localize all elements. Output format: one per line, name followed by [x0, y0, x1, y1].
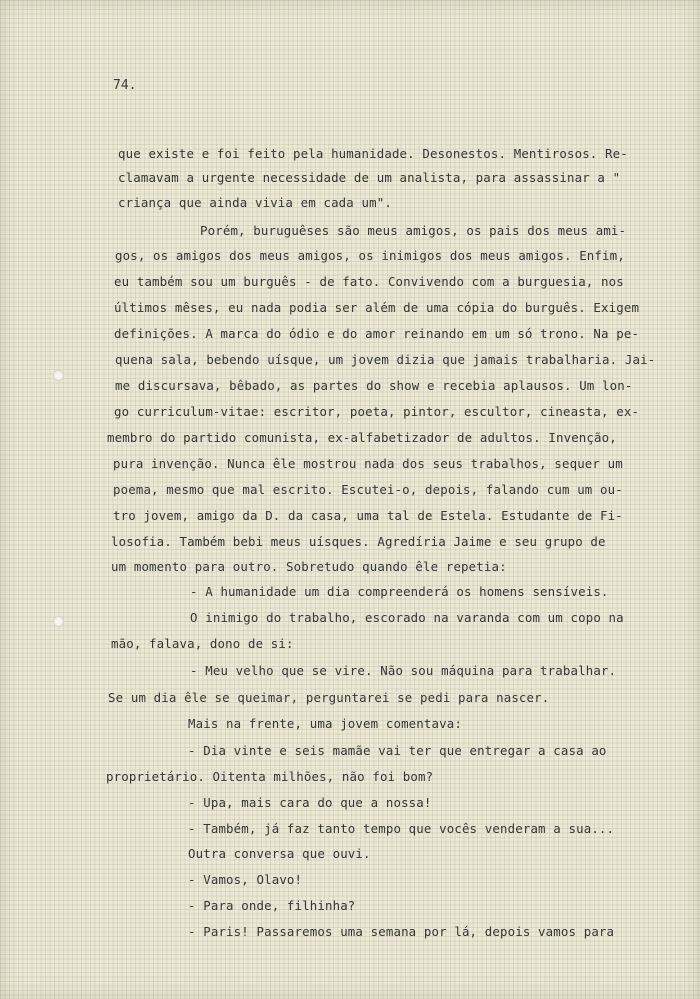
text-line: - A humanidade um dia compreenderá os homens sensíveis.: [190, 584, 609, 599]
text-line: - Para onde, filhinha?: [188, 898, 356, 913]
page-number: 74.: [113, 78, 137, 93]
punch-hole-bottom: [53, 616, 64, 627]
text-line: losofia. Também bebi meus uísques. Agredíria Jaime e seu grupo de: [111, 534, 606, 549]
text-line: proprietário. Oitenta milhões, não foi bom?: [106, 769, 434, 784]
text-line: definições. A marca do ódio e do amor reinando em um só trono. Na pe-: [114, 326, 640, 341]
text-line: - Paris! Passaremos uma semana por lá, depois vamos para: [188, 924, 615, 939]
text-line: Se um dia êle se queimar, perguntarei se pedi para nascer.: [108, 690, 550, 705]
text-line: eu também sou um burguês - de fato. Convivendo com a burguesia, nos: [114, 274, 624, 289]
text-line: quena sala, bebendo uísque, um jovem dizia que jamais trabalharia. Jai-: [115, 352, 656, 367]
text-line: O inimigo do trabalho, escorado na varanda com um copo na: [190, 610, 624, 625]
text-line: membro do partido comunista, ex-alfabetizador de adultos. Invenção,: [107, 430, 617, 445]
text-line: - Upa, mais cara do que a nossa!: [188, 795, 432, 810]
text-line: que existe e foi feito pela humanidade. Desonestos. Mentirosos. Re-: [118, 146, 628, 161]
text-line: - Dia vinte e seis mamãe vai ter que entregar a casa ao: [188, 743, 607, 758]
text-line: pura invenção. Nunca êle mostrou nada dos seus trabalhos, sequer um: [113, 456, 623, 471]
text-line: criança que ainda vivia em cada um".: [118, 195, 392, 210]
text-line: clamavam a urgente necessidade de um analista, para assassinar a ": [118, 170, 621, 185]
text-line: poema, mesmo que mal escrito. Escutei-o, depois, falando cum um ou-: [113, 482, 623, 497]
text-line: últimos mêses, eu nada podia ser além de uma cópia do burguês. Exigem: [114, 300, 640, 315]
text-line: me discursava, bêbado, as partes do show e recebia aplausos. Um lon-: [115, 378, 633, 393]
text-line: Porém, buruguêses são meus amigos, os pais dos meus ami-: [200, 223, 627, 238]
text-line: - Meu velho que se vire. Não sou máquina para trabalhar.: [190, 663, 617, 678]
text-line: gos, os amigos dos meus amigos, os inimigos dos meus amigos. Enfim,: [115, 248, 625, 263]
punch-hole-top: [53, 370, 64, 381]
text-line: Mais na frente, uma jovem comentava:: [188, 716, 462, 731]
text-line: um momento para outro. Sobretudo quando êle repetia:: [111, 559, 507, 574]
text-line: - Vamos, Olavo!: [188, 872, 303, 887]
text-line: mão, falava, dono de si:: [111, 636, 294, 651]
text-line: Outra conversa que ouvi.: [188, 846, 371, 861]
text-line: go curriculum-vitae: escritor, poeta, pintor, escultor, cineasta, ex-: [114, 404, 640, 419]
text-line: tro jovem, amigo da D. da casa, uma tal de Estela. Estudante de Fi-: [113, 508, 623, 523]
text-line: - Também, já faz tanto tempo que vocês venderam a sua...: [188, 821, 615, 836]
